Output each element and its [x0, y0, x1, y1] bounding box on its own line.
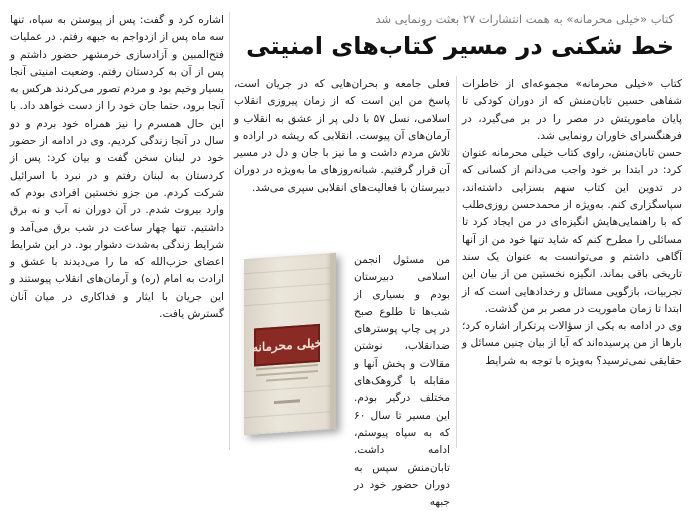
paragraph: من مسئول انجمن اسلامی دبیرستان بودم و بسیاری از شب‌ها تا طلوع صبح در پی چاپ پوسترهای ضدانقلاب، نوشتن مقالات و پخش آنها و مقابله با گروهک‌های مختلف درگیر بودم. این مسیر تا سال ۶۰ که به سپاه پیوستم، ادامه داشت. تابان‌منش سپس به دوران حضور خود در جبهه: [354, 254, 450, 509]
book-cover-title: خیلی محرمانه: [252, 335, 322, 355]
paragraph: فعلی جامعه و بحران‌هایی که در جریان است، پاسخ من این است که از زمان پیروزی انقلاب اسلامی، نسل ۵۷ با دلی پر از عشق به انقلاب و آرمان‌های آن پیوست. انقلابی که ریشه در اراده و تلاش مردم داشت و ما نیز با جان و دل در مسیر آن قرار گرفتیم. شبانه‌روزهای ما به‌ویژه در دوران دبیرستان با فعالیت‌های انقلابی سپری می‌شد.: [234, 78, 450, 194]
article-headline: خط شکنی در مسیر کتاب‌های امنیتی: [246, 32, 674, 60]
book-title-label: [254, 324, 320, 367]
cover-subtitle-line: [266, 377, 308, 382]
article-column-left: [10, 12, 224, 450]
cover-texture: [244, 267, 330, 274]
paragraph: وی در ادامه به یکی از سؤالات پرتکرار اشاره کرد؛ بارها از من پرسیده‌اند که آیا از بیان چنین مسائل و حقایقی نمی‌ترسید؟ به‌ویژه با توجه به شرایط: [462, 320, 682, 367]
article-kicker: کتاب «خیلی محرمانه» به همت انتشارات ۲۷ بعثت رونمایی شد: [375, 12, 674, 26]
paragraph: اشاره کرد و گفت: پس از پیوستن به سپاه، تنها سه ماه پس از ازدواجم به جبهه رفتم. در عملیات فتح‌المبین و آزادسازی خرمشهر حضور داشتم و پس از آن به کردستان رفتم. وضعیت امنیتی آنجا بسیار وخیم بود و مردم تصور می‌کردند هرکس به آنجا برود، حتما جان خود را از دست خواهد داد. با این حال همسرم را نیز همراه خود بردم و دو سال در آنجا زندگی کردیم. وی در ادامه از حضور خود در لبنان سخن گفت و بیان کرد: پس از کردستان به لبنان رفتم و در نبرد با اسرائیل شرکت کردم. من جزو نخستین افرادی بودم که وارد بیروت شدم. در آن دوران نه آب و نه برق داشتیم. تنها چهار ساعت در شب برق می‌آمد و شرایط زندگی به‌شدت دشوار بود. در این شرایط اعضای حزب‌الله که ما را می‌دیدند با عشق و ارادت به امام (ره) و آرمان‌های انقلاب پیوستند و این جریان با ایثار و فداکاری در میان آنان گسترش یافت.: [10, 14, 224, 321]
cover-texture: [244, 411, 330, 418]
book-cover-image: [234, 252, 344, 442]
book: [244, 253, 336, 435]
column-divider: [229, 12, 230, 450]
paragraph: کتاب «خیلی محرمانه» مجموعه‌ای از خاطرات شفاهی حسین تابان‌منش که از دوران کودکی تا پایان ماموریتش در مصر را در بر می‌گیرد، در فرهنگسرای خاوران رونمایی شد.: [462, 78, 682, 142]
cover-texture: [244, 299, 330, 306]
cover-texture: [244, 283, 330, 290]
column-divider: [456, 76, 457, 448]
article-column-middle-top: [234, 76, 450, 248]
paragraph: حسن تابان‌منش، راوی کتاب خیلی محرمانه عنوان کرد: در ابتدا بر خود واجب می‌دانم از کسانی که در تدوین این کتاب سهم بسزایی داشته‌اند، سپاسگزاری کنم. به‌ویژه از محمدحسن روزی‌طلب که با راهنمایی‌هایش انگیزه‌ای در من ایجاد کرد تا مسائلی را مطرح کنم که شاید تنها خود من از آنها آگاهی داشتم و می‌توانست به عنوان یک سند تاریخی باقی بماند. انگیزه نخستین من از بیان این تجربیات، بازگویی مسائل و رخدادهایی است که از ابتدا تا زمان ماموریت در مصر بر من گذشت.: [462, 147, 682, 315]
article-column-middle-bottom: [354, 252, 450, 509]
cover-author-line: [274, 399, 300, 404]
article-column-right: [462, 76, 682, 450]
cover-texture: [244, 385, 330, 392]
cover-subtitle-line: [256, 370, 318, 376]
